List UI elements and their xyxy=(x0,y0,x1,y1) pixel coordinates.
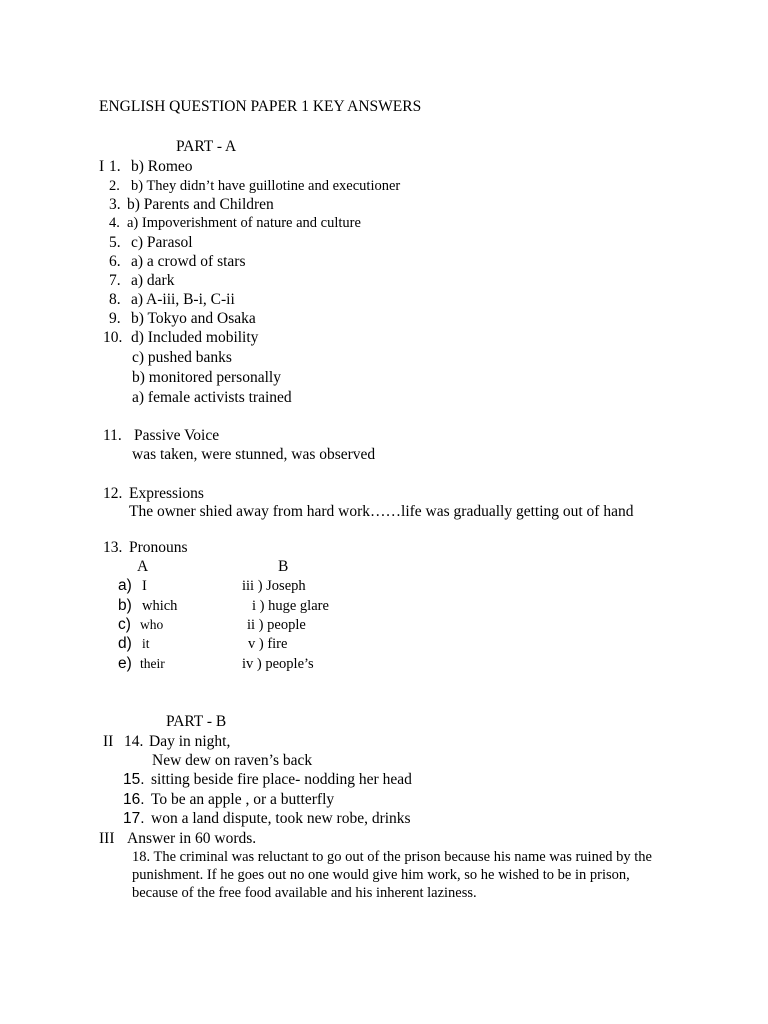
answer-number: 1. xyxy=(109,158,121,175)
answer-text: Day in night, xyxy=(149,733,231,750)
column-a-cell: their xyxy=(140,656,165,671)
column-b-cell: iv ) people’s xyxy=(242,656,314,672)
column-header-a: A xyxy=(137,558,149,575)
answer-number: 9. xyxy=(109,310,121,327)
question-number: 14. xyxy=(124,733,144,750)
part-b-heading: PART - B xyxy=(166,713,227,730)
question-number: 12. xyxy=(103,485,123,502)
answer-text: won a land dispute, took new robe, drinks xyxy=(151,810,411,827)
answer-number: 3. xyxy=(109,196,121,213)
answer-subitem: b) monitored personally xyxy=(132,369,281,386)
answer-text: To be an apple , or a butterfly xyxy=(151,791,335,808)
answer-text: New dew on raven’s back xyxy=(152,752,313,769)
answer-paragraph-line: 18. The criminal was reluctant to go out of the prison because his name was ruined by the xyxy=(132,849,652,865)
answer-subitem: a) female activists trained xyxy=(132,389,292,406)
answer-number: 2. xyxy=(109,178,120,194)
row-letter: b) xyxy=(118,597,132,614)
answer-number: 5. xyxy=(109,234,121,251)
answer-number: 4. xyxy=(109,215,120,231)
column-b-cell: i ) huge glare xyxy=(252,598,329,614)
section-three-number: III xyxy=(99,830,115,847)
column-b-cell: iii ) Joseph xyxy=(242,578,306,594)
question-number: 13. xyxy=(103,539,123,556)
answer-number: 6. xyxy=(109,253,121,270)
answer-text: a) A-iii, B-i, C-ii xyxy=(131,291,235,308)
answer-text: a) Impoverishment of nature and culture xyxy=(127,215,361,231)
answer-number: 8. xyxy=(109,291,121,308)
question-number: 17. xyxy=(123,810,145,827)
answer-text: sitting beside fire place- nodding her head xyxy=(151,771,412,788)
column-a-cell: which xyxy=(142,598,178,614)
question-label: Passive Voice xyxy=(134,427,220,444)
answer-text: a) dark xyxy=(131,272,175,289)
section-three-label: Answer in 60 words. xyxy=(127,830,257,847)
column-b-cell: v ) fire xyxy=(248,636,288,652)
answer-paragraph-line: because of the free food available and his inherent laziness. xyxy=(132,885,477,901)
question-label: Pronouns xyxy=(129,539,188,556)
answer-text: b) Tokyo and Osaka xyxy=(131,310,256,327)
column-a-cell: I xyxy=(142,578,147,594)
answer-subitem: c) pushed banks xyxy=(132,349,232,366)
answer-text: b) They didn’t have guillotine and executioner xyxy=(131,178,401,194)
column-header-b: B xyxy=(278,558,289,575)
answer-number: 7. xyxy=(109,272,121,289)
column-a-cell: who xyxy=(140,617,164,632)
question-number: 15. xyxy=(123,771,145,788)
answer-text: The owner shied away from hard work……life was gradually getting out of hand xyxy=(129,503,634,520)
question-label: Expressions xyxy=(129,485,204,502)
answer-text: a) a crowd of stars xyxy=(131,253,246,270)
row-letter: e) xyxy=(118,655,132,672)
section-two-number: II xyxy=(103,733,114,750)
part-a-heading: PART - A xyxy=(176,138,237,155)
row-letter: d) xyxy=(118,635,132,652)
row-letter: c) xyxy=(118,616,131,633)
row-letter: a) xyxy=(118,577,132,594)
answer-text: was taken, were stunned, was observed xyxy=(132,446,376,463)
page-title: ENGLISH QUESTION PAPER 1 KEY ANSWERS xyxy=(99,98,422,115)
answer-text: b) Romeo xyxy=(131,158,193,175)
answer-number: 10. xyxy=(103,329,123,346)
answer-paragraph-line: punishment. If he goes out no one would give him work, so he wished to be in prison, xyxy=(132,867,630,883)
answer-text: b) Parents and Children xyxy=(127,196,274,213)
question-number: 11. xyxy=(103,427,122,444)
answer-text: c) Parasol xyxy=(131,234,193,251)
column-b-cell: ii ) people xyxy=(247,617,306,633)
section-one-number: I xyxy=(99,158,105,175)
column-a-cell: it xyxy=(142,636,150,651)
answer-text: d) Included mobility xyxy=(131,329,259,346)
question-number: 16. xyxy=(123,791,145,808)
